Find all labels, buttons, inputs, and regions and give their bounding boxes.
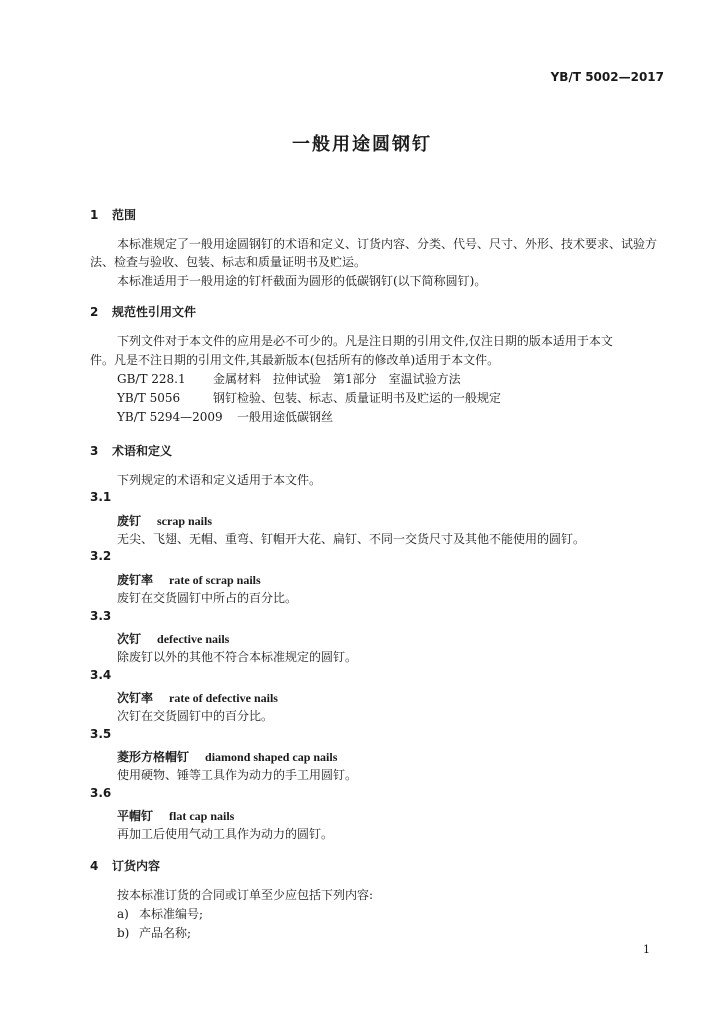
section-title: 规范性引用文件 bbox=[112, 305, 197, 319]
reference-item bbox=[117, 409, 333, 425]
term-heading bbox=[117, 630, 229, 647]
term-en: rate of scrap nails bbox=[169, 573, 261, 587]
reference-code: YB/T 5294—2009 bbox=[117, 410, 223, 424]
list-item bbox=[117, 925, 191, 941]
paragraph: 下列文件对于本文件的应用是必不可少的。凡是注日期的引用文件,仅注日期的版本适用于本文 bbox=[117, 334, 613, 348]
term-definition: 使用硬物、锤等工具作为动力的手工用圆钉。 bbox=[117, 768, 358, 782]
section-2-heading bbox=[90, 303, 196, 320]
section-title: 术语和定义 bbox=[112, 444, 173, 458]
standard-code: YB/T 5002—2017 bbox=[550, 70, 664, 84]
term-definition: 再加工后使用气动工具作为动力的圆钉。 bbox=[117, 827, 334, 841]
reference-title: 金属材料 拉伸试验 第1部分 室温试验方法 bbox=[213, 372, 461, 386]
reference-item bbox=[117, 371, 461, 387]
paragraph: 本标准适用于一般用途的钉杆截面为圆形的低碳钢钉(以下简称圆钉)。 bbox=[117, 274, 487, 288]
paragraph: 下列规定的术语和定义适用于本文件。 bbox=[117, 473, 322, 487]
section-title: 订货内容 bbox=[112, 859, 161, 873]
term-number: 3.2 bbox=[90, 549, 112, 563]
term-en: scrap nails bbox=[157, 514, 213, 528]
term-number: 3.6 bbox=[90, 786, 112, 800]
term-cn: 次钉率 bbox=[117, 691, 154, 705]
term-en: flat cap nails bbox=[169, 809, 235, 823]
term-cn: 菱形方格帽钉 bbox=[117, 750, 190, 764]
term-definition: 废钉在交货圆钉中所占的百分比。 bbox=[117, 591, 298, 605]
term-cn: 废钉 bbox=[117, 514, 142, 528]
term-number: 3.5 bbox=[90, 727, 112, 741]
term-cn: 次钉 bbox=[117, 632, 142, 646]
document-title: 一般用途圆钢钉 bbox=[292, 134, 432, 155]
list-item bbox=[117, 906, 203, 922]
list-marker: a) bbox=[117, 907, 129, 921]
paragraph: 本标准规定了一般用途圆钢钉的术语和定义、订货内容、分类、代号、尺寸、外形、技术要求、试验方 bbox=[117, 237, 658, 251]
term-heading bbox=[117, 748, 337, 765]
reference-code: GB/T 228.1 bbox=[117, 372, 186, 386]
section-1-heading bbox=[90, 206, 136, 223]
term-number: 3.1 bbox=[90, 490, 112, 504]
page-number: 1 bbox=[643, 943, 650, 956]
paragraph: 件。凡是不注日期的引用文件,其最新版本(包括所有的修改单)适用于本文件。 bbox=[90, 353, 500, 367]
section-number: 4 bbox=[90, 859, 99, 873]
term-en: defective nails bbox=[157, 632, 230, 646]
section-4-heading bbox=[90, 857, 160, 874]
term-definition: 次钉在交货圆钉中的百分比。 bbox=[117, 709, 274, 723]
section-number: 3 bbox=[90, 444, 99, 458]
paragraph: 按本标准订货的合同或订单至少应包括下列内容: bbox=[117, 888, 374, 902]
list-text: 产品名称; bbox=[139, 926, 192, 940]
term-definition: 除废钉以外的其他不符合本标准规定的圆钉。 bbox=[117, 650, 358, 664]
section-title: 范围 bbox=[112, 208, 137, 222]
term-heading bbox=[117, 807, 234, 824]
list-marker: b) bbox=[117, 926, 130, 940]
term-en: diamond shaped cap nails bbox=[205, 750, 338, 764]
section-number: 1 bbox=[90, 208, 99, 222]
term-en: rate of defective nails bbox=[169, 691, 278, 705]
section-number: 2 bbox=[90, 305, 99, 319]
term-cn: 平帽钉 bbox=[117, 809, 154, 823]
reference-code: YB/T 5056 bbox=[117, 391, 181, 405]
paragraph: 法、检查与验收、包装、标志和质量证明书及贮运。 bbox=[90, 255, 367, 269]
term-heading bbox=[117, 512, 212, 529]
section-3-heading bbox=[90, 442, 172, 459]
list-text: 本标准编号; bbox=[139, 907, 204, 921]
term-definition: 无尖、飞翅、无帽、重弯、钉帽开大花、扁钉、不同一交货尺寸及其他不能使用的圆钉。 bbox=[117, 532, 586, 546]
reference-title: 钢钉检验、包装、标志、质量证明书及贮运的一般规定 bbox=[213, 391, 502, 405]
term-heading bbox=[117, 689, 278, 706]
term-heading bbox=[117, 571, 261, 588]
term-number: 3.4 bbox=[90, 668, 112, 682]
reference-title: 一般用途低碳钢丝 bbox=[237, 410, 334, 424]
term-number: 3.3 bbox=[90, 609, 112, 623]
term-cn: 废钉率 bbox=[117, 573, 154, 587]
reference-item bbox=[117, 390, 501, 406]
